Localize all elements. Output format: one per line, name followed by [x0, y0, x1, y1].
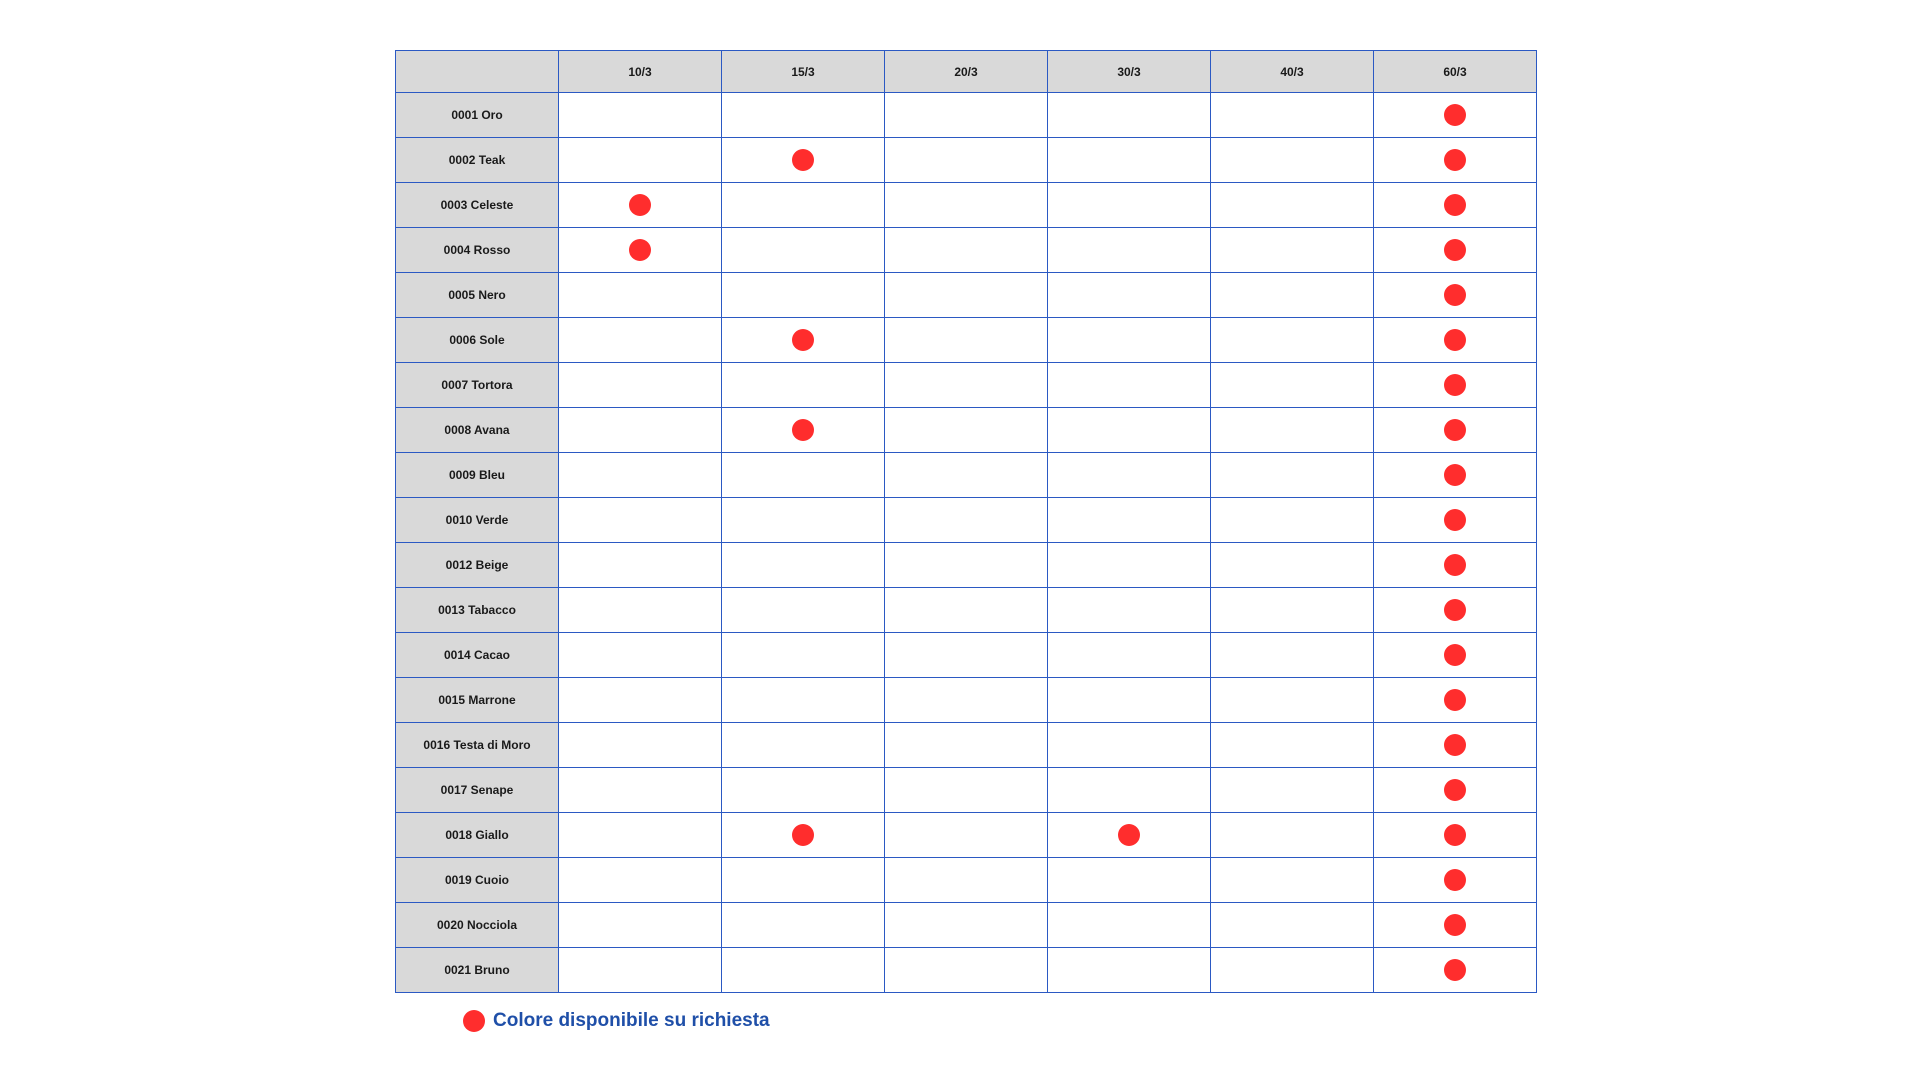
row-label: 0005 Nero [396, 273, 559, 318]
table-cell [1374, 678, 1537, 723]
table-cell [1374, 633, 1537, 678]
red-dot-icon [1444, 734, 1466, 756]
table-cell [1374, 768, 1537, 813]
table-cell [722, 228, 885, 273]
table-cell [1048, 858, 1211, 903]
table-cell [559, 768, 722, 813]
red-dot-icon [1444, 824, 1466, 846]
table-row [396, 363, 1537, 408]
table-cell [722, 543, 885, 588]
table-cell [885, 273, 1048, 318]
column-header: 15/3 [722, 51, 885, 93]
legend-text: Colore disponibile su richiesta [493, 1010, 770, 1031]
table-cell [885, 408, 1048, 453]
table-cell [1211, 678, 1374, 723]
column-header: 20/3 [885, 51, 1048, 93]
table-cell [1211, 183, 1374, 228]
table-cell [559, 678, 722, 723]
table-cell [1374, 93, 1537, 138]
red-dot-icon [1444, 869, 1466, 891]
column-header: 10/3 [559, 51, 722, 93]
red-dot-icon [1444, 689, 1466, 711]
table-cell [1374, 363, 1537, 408]
red-dot-icon [629, 194, 651, 216]
table-cell [1048, 498, 1211, 543]
table-cell [1374, 498, 1537, 543]
color-availability-table [395, 50, 1537, 993]
table-cell [1211, 903, 1374, 948]
table-cell [559, 93, 722, 138]
table-cell [1048, 93, 1211, 138]
table-row [396, 273, 1537, 318]
red-dot-icon [1444, 914, 1466, 936]
table-cell [1374, 903, 1537, 948]
table-cell [559, 273, 722, 318]
row-label: 0008 Avana [396, 408, 559, 453]
table-cell [559, 858, 722, 903]
table-cell [1048, 723, 1211, 768]
table-cell [885, 363, 1048, 408]
red-dot-icon [1444, 509, 1466, 531]
table-row [396, 588, 1537, 633]
table-cell [722, 858, 885, 903]
legend [463, 1010, 770, 1032]
table-cell [885, 903, 1048, 948]
table-cell [1211, 318, 1374, 363]
table-cell [559, 633, 722, 678]
row-label: 0004 Rosso [396, 228, 559, 273]
table-cell [1211, 813, 1374, 858]
table-cell [1048, 363, 1211, 408]
table-cell [1374, 543, 1537, 588]
table-cell [1374, 723, 1537, 768]
table-cell [559, 408, 722, 453]
table-row [396, 408, 1537, 453]
table-cell [559, 318, 722, 363]
row-label: 0020 Nocciola [396, 903, 559, 948]
row-label: 0014 Cacao [396, 633, 559, 678]
table-cell [1211, 498, 1374, 543]
table-cell [559, 903, 722, 948]
table-cell [1048, 633, 1211, 678]
table-row [396, 183, 1537, 228]
red-dot-icon [1444, 779, 1466, 801]
red-dot-icon [1444, 959, 1466, 981]
row-label: 0012 Beige [396, 543, 559, 588]
red-dot-icon [792, 329, 814, 351]
table-row [396, 498, 1537, 543]
red-dot-icon [1444, 104, 1466, 126]
table-cell [559, 228, 722, 273]
table-cell [885, 858, 1048, 903]
table-row [396, 93, 1537, 138]
row-label: 0018 Giallo [396, 813, 559, 858]
table-cell [559, 363, 722, 408]
table-cell [1048, 948, 1211, 993]
table-cell [1211, 633, 1374, 678]
table-row [396, 768, 1537, 813]
table-cell [885, 318, 1048, 363]
table-cell [1211, 93, 1374, 138]
red-dot-icon [1444, 149, 1466, 171]
table-cell [1048, 813, 1211, 858]
table-cell [722, 273, 885, 318]
red-dot-icon [792, 419, 814, 441]
header-corner-cell [396, 51, 559, 93]
red-dot-icon [1444, 419, 1466, 441]
column-header: 30/3 [1048, 51, 1211, 93]
table-cell [722, 408, 885, 453]
table-cell [1374, 588, 1537, 633]
table-cell [1211, 588, 1374, 633]
table-cell [1048, 768, 1211, 813]
table-cell [1211, 138, 1374, 183]
red-dot-icon [1444, 599, 1466, 621]
table-cell [1048, 228, 1211, 273]
table-cell [722, 453, 885, 498]
red-dot-icon [1444, 284, 1466, 306]
table-cell [1211, 453, 1374, 498]
table-cell [1211, 228, 1374, 273]
table-cell [559, 948, 722, 993]
table-cell [1048, 678, 1211, 723]
table-row [396, 678, 1537, 723]
row-label: 0007 Tortora [396, 363, 559, 408]
table-cell [885, 678, 1048, 723]
row-label: 0019 Cuoio [396, 858, 559, 903]
table-cell [1374, 228, 1537, 273]
row-label: 0002 Teak [396, 138, 559, 183]
table-header-row [396, 51, 1537, 93]
red-dot-icon [792, 824, 814, 846]
row-label: 0003 Celeste [396, 183, 559, 228]
red-dot-icon [1444, 554, 1466, 576]
table-cell [722, 678, 885, 723]
table-cell [1211, 273, 1374, 318]
table-cell [1048, 453, 1211, 498]
table-cell [1048, 273, 1211, 318]
table-cell [559, 723, 722, 768]
table-cell [1211, 723, 1374, 768]
red-dot-icon [1444, 644, 1466, 666]
table-row [396, 813, 1537, 858]
red-dot-icon [463, 1010, 485, 1032]
table-cell [559, 813, 722, 858]
table-cell [885, 183, 1048, 228]
table-cell [1374, 273, 1537, 318]
row-label: 0015 Marrone [396, 678, 559, 723]
table-cell [722, 498, 885, 543]
red-dot-icon [1118, 824, 1140, 846]
table-cell [1374, 813, 1537, 858]
red-dot-icon [1444, 239, 1466, 261]
table-cell [1374, 183, 1537, 228]
table-cell [559, 183, 722, 228]
row-label: 0021 Bruno [396, 948, 559, 993]
table-cell [885, 228, 1048, 273]
row-label: 0016 Testa di Moro [396, 723, 559, 768]
table-cell [885, 813, 1048, 858]
red-dot-icon [629, 239, 651, 261]
table-cell [722, 588, 885, 633]
table-cell [1374, 408, 1537, 453]
table-cell [722, 363, 885, 408]
table-cell [722, 183, 885, 228]
table-cell [885, 138, 1048, 183]
table-cell [559, 588, 722, 633]
table-cell [1211, 543, 1374, 588]
table-cell [885, 588, 1048, 633]
table-cell [559, 453, 722, 498]
table-cell [722, 633, 885, 678]
table-cell [1048, 183, 1211, 228]
availability-table-container [395, 50, 1536, 993]
table-cell [1048, 588, 1211, 633]
table-cell [722, 903, 885, 948]
red-dot-icon [1444, 374, 1466, 396]
table-cell [1048, 543, 1211, 588]
table-cell [559, 543, 722, 588]
table-cell [885, 723, 1048, 768]
row-label: 0009 Bleu [396, 453, 559, 498]
table-row [396, 138, 1537, 183]
table-row [396, 948, 1537, 993]
table-cell [885, 543, 1048, 588]
table-cell [1374, 858, 1537, 903]
table-row [396, 633, 1537, 678]
table-cell [885, 93, 1048, 138]
table-cell [1048, 903, 1211, 948]
table-cell [1211, 768, 1374, 813]
row-label: 0010 Verde [396, 498, 559, 543]
table-row [396, 723, 1537, 768]
table-cell [1211, 948, 1374, 993]
table-cell [1211, 363, 1374, 408]
row-label: 0013 Tabacco [396, 588, 559, 633]
table-cell [1211, 858, 1374, 903]
table-cell [1211, 408, 1374, 453]
table-cell [1048, 138, 1211, 183]
table-cell [885, 498, 1048, 543]
table-cell [722, 768, 885, 813]
row-label: 0006 Sole [396, 318, 559, 363]
table-cell [722, 93, 885, 138]
table-cell [1374, 948, 1537, 993]
column-header: 40/3 [1211, 51, 1374, 93]
table-cell [1374, 453, 1537, 498]
table-row [396, 858, 1537, 903]
table-cell [885, 633, 1048, 678]
red-dot-icon [1444, 329, 1466, 351]
red-dot-icon [1444, 464, 1466, 486]
table-cell [559, 498, 722, 543]
table-cell [1048, 318, 1211, 363]
table-row [396, 318, 1537, 363]
table-cell [722, 138, 885, 183]
red-dot-icon [792, 149, 814, 171]
table-row [396, 228, 1537, 273]
row-label: 0017 Senape [396, 768, 559, 813]
red-dot-icon [1444, 194, 1466, 216]
table-cell [1048, 408, 1211, 453]
table-row [396, 543, 1537, 588]
table-cell [1374, 138, 1537, 183]
table-cell [559, 138, 722, 183]
table-cell [885, 768, 1048, 813]
table-cell [722, 318, 885, 363]
table-row [396, 453, 1537, 498]
column-header: 60/3 [1374, 51, 1537, 93]
row-label: 0001 Oro [396, 93, 559, 138]
table-cell [722, 813, 885, 858]
table-cell [722, 723, 885, 768]
table-cell [885, 453, 1048, 498]
table-cell [722, 948, 885, 993]
table-body [396, 93, 1537, 993]
table-cell [885, 948, 1048, 993]
table-row [396, 903, 1537, 948]
table-cell [1374, 318, 1537, 363]
